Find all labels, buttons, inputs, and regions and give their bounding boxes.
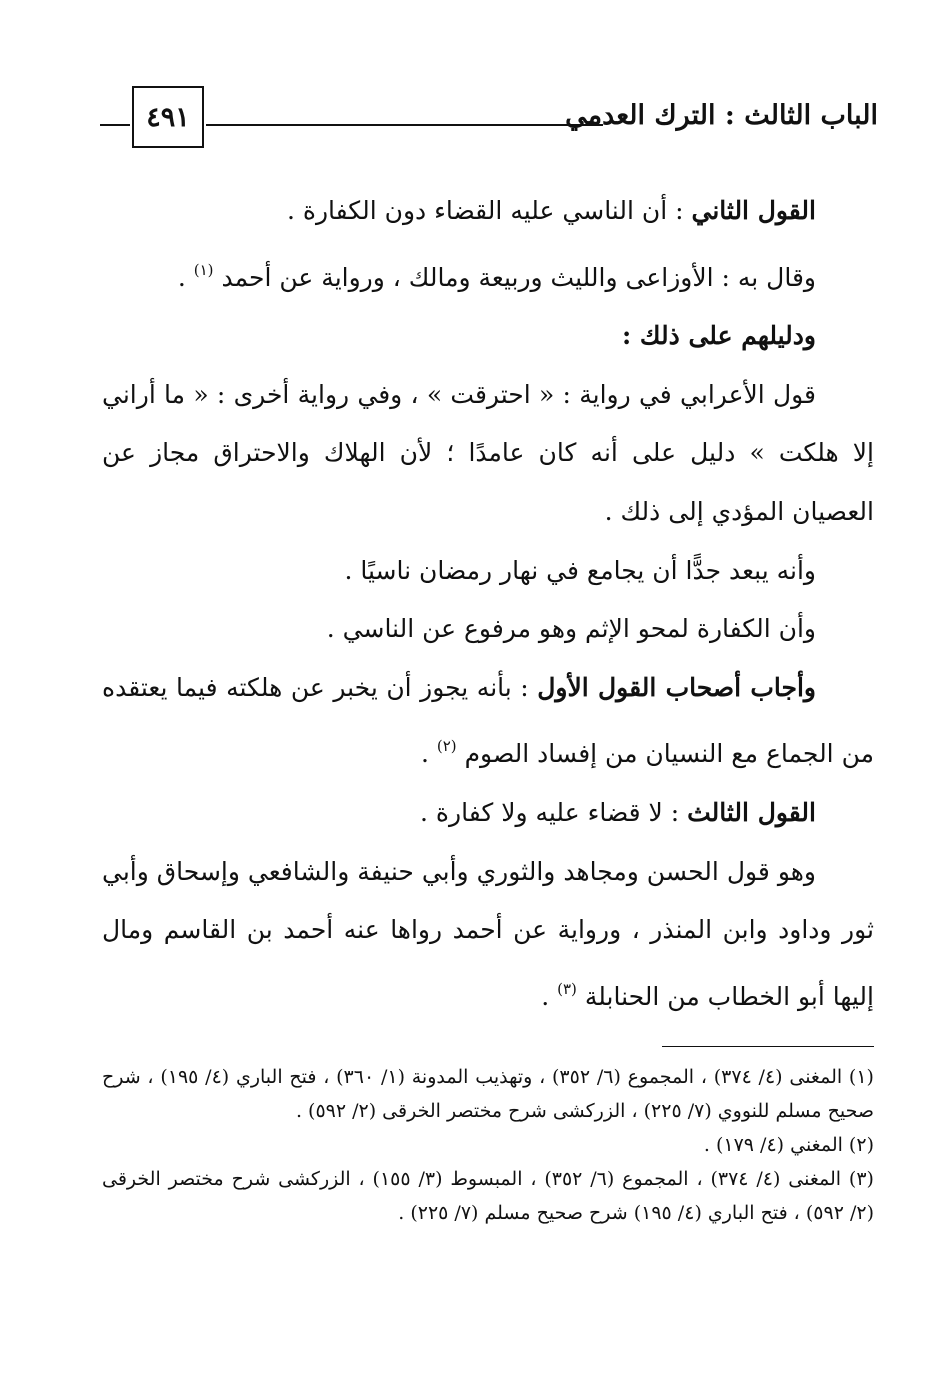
footnote-marker-3: (٣)	[557, 979, 577, 998]
proponents-end: .	[177, 262, 194, 292]
proponents-text: وقال به : الأوزاعى والليث وربيعة ومالك ، ورواية عن أحمد	[213, 262, 816, 292]
paragraph-third-opinion-proponents	[102, 843, 874, 1027]
body-text	[102, 182, 874, 1026]
third-opinion-proponents-text: وهو قول الحسن ومجاهد والثوري وأبي حنيفة والشافعي وإسحاق وأبي ثور وداود وابن المنذر ، ورواية عن أحمد رواها عنه أحمد بن القاسم ومال إليها أبو الخطاب من الحنابلة	[102, 856, 874, 1011]
paragraph-first-opinion-reply	[102, 659, 874, 784]
footnote-2: (٢) المغني (٤/ ١٧٩) .	[703, 1134, 874, 1156]
paragraph-third-opinion	[102, 784, 874, 843]
footnote-marker-2: (٢)	[436, 737, 457, 756]
page-header	[100, 86, 878, 154]
second-opinion-text: : أن الناسي عليه القضاء دون الكفارة .	[286, 196, 692, 225]
third-opinion-proponents-end: .	[541, 981, 558, 1011]
footnote-3: (٣) المغنى (٤/ ٣٧٤) ، المجموع (٦/ ٣٥٢) ، المبسوط (٣/ ١٥٥) ، الزركشى شرح مختصر الخرقى (٢/ ٥٩٢) ، فتح الباري (٤/ ١٩٥) شرح صحيح مسلم (٧/ ٢٢٥) .	[102, 1168, 874, 1224]
paragraph-bedouin-narration: قول الأعرابي في رواية : « احترقت » ، وفي رواية أخرى : « ما أراني إلا هلكت » دليل على أنه كان عامدًا ؛ لأن الهلاك والاحتراق مجاز عن العصيان المؤدي إلى ذلك .	[102, 379, 874, 526]
chapter-title: الباب الثالث : الترك العدمي	[565, 100, 878, 131]
header-rule-left	[100, 124, 130, 126]
first-opinion-reply-heading: وأجاب أصحاب القول الأول	[537, 672, 816, 702]
second-opinion-heading: القول الثاني	[691, 196, 816, 225]
first-opinion-reply-end: .	[420, 739, 437, 769]
page-number: ٤٩١	[132, 86, 204, 148]
third-opinion-heading: القول الثالث	[687, 797, 816, 827]
footnotes	[102, 1060, 874, 1230]
paragraph-second-opinion	[102, 182, 874, 241]
paragraph-proponents	[102, 241, 874, 308]
footnote-separator	[662, 1046, 874, 1047]
paragraph-expiation-purpose: وأن الكفارة لمحو الإثم وهو مرفوع عن الناسي .	[326, 614, 816, 644]
header-rule-middle	[206, 124, 603, 126]
footnote-marker-1: (١)	[193, 260, 214, 279]
third-opinion-text: : لا قضاء عليه ولا كفارة .	[420, 797, 688, 827]
paragraph-unlikely-forgetful: وأنه يبعد جدًّا أن يجامع في نهار رمضان ناسيًا .	[344, 555, 816, 585]
first-opinion-reply-text: : بأنه يجوز أن يخبر عن هلكته فيما يعتقده من الجماع مع النسيان من إفساد الصوم	[102, 672, 874, 769]
evidence-heading: ودليلهم على ذلك :	[622, 321, 816, 351]
footnote-1: (١) المغنى (٤/ ٣٧٤) ، المجموع (٦/ ٣٥٢) ، وتهذيب المدونة (١/ ٣٦٠) ، فتح الباري (٤/ ١٩٥) ، شرح صحيح مسلم للنووي (٧/ ٢٢٥) ، الزركشى شرح مختصر الخرقى (٢/ ٥٩٢) .	[102, 1066, 874, 1122]
paragraph-evidence-heading	[102, 307, 874, 366]
